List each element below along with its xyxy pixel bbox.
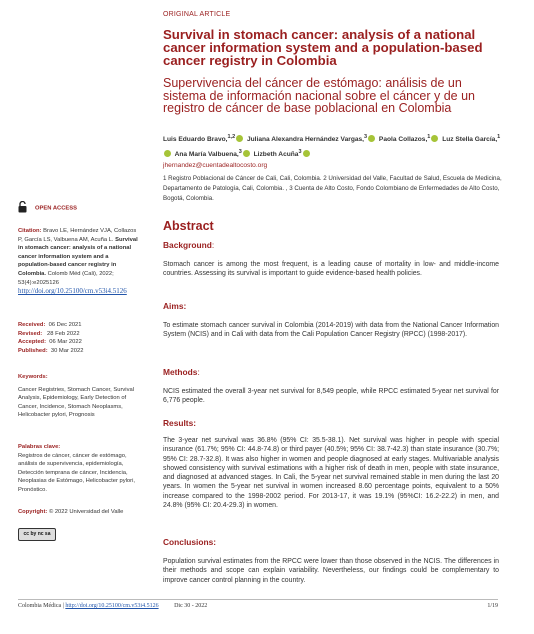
- background-text: Stomach cancer is among the most frequent, is a leading cause of mortality in low- and middle-income countries. Assessing its survival is important to guide evidence-based health policies.: [163, 261, 499, 278]
- footer-date: Dic 30 - 2022: [174, 603, 208, 609]
- citation-block: Citation: Bravo LE, Hernández VJA, Collazos P, García LS, Valbuena AM, Acuña L. Survival in stomach cancer: analysis of a national cancer information system and a population-based cancer registry in Colombia. Colomb Méd (Cali), 2022; 53(4):e2025126 http://doi.org/10.25100/cm.v53i4.5126: [18, 228, 138, 296]
- author-affiliation-sup: 3: [238, 149, 242, 156]
- orcid-icon[interactable]: [303, 150, 310, 157]
- author-affiliation-sup: 3: [364, 134, 368, 140]
- author-affiliation-sup: 1,2: [227, 134, 236, 140]
- copyright-block: Copyright: © 2022 Universidad del Valle: [18, 509, 124, 515]
- author-affiliation-sup: 3: [298, 149, 302, 156]
- orcid-icon[interactable]: [431, 135, 438, 142]
- author-affiliation-sup: 1: [427, 134, 431, 140]
- conclusions-text: Population survival estimates from the RPCC were lower than those observed in the NCIS. The differences in their methods and scope can explain variability. Nevertheless, our findings could be complementary to improve cancer control planning in the country.: [163, 558, 499, 584]
- author-name[interactable]: Paola Collazos,: [378, 136, 428, 144]
- article-title-spanish: Supervivencia del cáncer de estómago: análisis de un sistema de información nacional sobre el cáncer y de un registro de cáncer de base poblacional en Colombia: [163, 76, 475, 115]
- dates-block: Received: 06 Dec 2021 Revised: 28 Feb 2022 Accepted: 06 Mar 2022 Published: 30 Mar 2022: [18, 322, 84, 354]
- results-text: The 3-year net survival was 36.8% (95% CI: 35.5-38.1). Net survival was higher in people with special insurance (61.7%; 95% CI: 44.8-74.8) or third payer (40.5%; 95% CI: 38.7-42.3) than state insurance (30.7%; 95% CI: 28.7-32.8). It was also higher in women and people diagnosed at early stages. Multivariable analysis showed consistency with survival estimations with a higher risk of death in men, people with state insurance, and diagnosed at advanced stages. In Cali, the 5-year net survival remained stable in men during the last 20 years. In women the 5-year net survival in women increased 8.60 percentage points, equivalent to a 50% increase compared to the 1998-2002 period. For 2013-17, it was 19.1% (95%CI: 16.2-22.2) in men, and 24.8% (95% CI: 20.4-29.3) in women.: [163, 437, 499, 510]
- open-access-badge: OPEN ACCESS: [18, 201, 77, 215]
- citation-doi-link[interactable]: http://doi.org/10.25100/cm.v53i4.5126: [18, 287, 127, 296]
- open-lock-icon: [18, 201, 27, 215]
- affiliations: 1 Registro Poblacional de Cáncer de Cali, Cali, Colombia. 2 Universidad del Valle, Facultad de Salud, Escuela de Medicina, Departamento de Patología, Cali, Colombia. , 3 Cuenta de Alto Costo, Fondo Colombiano de Enfermedades de Alto Costo, Bogotá, Colombia.: [163, 175, 502, 202]
- corresponding-email-link[interactable]: jhernandez@cuentadealtocosto.org: [163, 162, 268, 170]
- orcid-icon[interactable]: [368, 135, 375, 142]
- article-type-label: ORIGINAL ARTICLE: [163, 11, 231, 18]
- methods-text: NCIS estimated the overall 3-year net survival for 8,549 people, while RPCC estimated 5-year net survival for 6,776 people.: [163, 388, 499, 405]
- keywords-block: Keywords: Cancer Registries, Stomach Cancer, Survival Analysis, Epidemiology, Early Detection of Cancer, Incidence, Stomach Neoplasms, Helicobacter pylori, Prognosis: [18, 374, 134, 419]
- author-name[interactable]: Luz Stella García,: [442, 136, 498, 144]
- abstract-heading: Abstract: [163, 219, 214, 233]
- author-name[interactable]: Luis Eduardo Bravo,: [163, 136, 228, 144]
- author-name[interactable]: Ana María Valbuena,: [174, 151, 239, 159]
- footer-doi-link[interactable]: http://doi.org/10.25100/cm.v53i4.5126: [65, 603, 159, 609]
- page-number: 1/19: [487, 603, 498, 609]
- footer-journal: Colombia Médica |: [18, 603, 64, 609]
- orcid-icon[interactable]: [164, 150, 171, 157]
- results-heading: Results:: [163, 418, 197, 428]
- conclusions-heading: Conclusions:: [163, 537, 217, 547]
- orcid-icon[interactable]: [236, 135, 243, 142]
- author-affiliation-sup: 1: [497, 134, 501, 140]
- footer-divider: [18, 599, 498, 600]
- author-name[interactable]: Juliana Alexandra Hernández Vargas,: [246, 136, 365, 144]
- palabras-clave-block: Palabras clave: Registros de cáncer, cáncer de estómago, análisis de supervivencia, epidemiología, Detección temprana de cáncer, Incidencia, Neoplasias de Estómago, Helicobacter pylori, Pronóstico.: [18, 444, 135, 493]
- background-heading: Background:: [163, 240, 215, 250]
- aims-text: To estimate stomach cancer survival in Colombia (2014-2019) with data from the National Cancer Information System (NCIS) and in Cali with data from the Cali Population Cancer Registry (RPCC) (1998-2017).: [163, 322, 499, 339]
- methods-heading: Methods:: [163, 367, 200, 377]
- page-footer: [18, 603, 498, 609]
- orcid-icon[interactable]: [243, 150, 250, 157]
- article-title-english: Survival in stomach cancer: analysis of a national cancer information system and a population-based cancer registry in Colombia: [163, 27, 483, 68]
- cc-license-badge[interactable]: cc by nc sa: [18, 528, 56, 541]
- aims-heading: Aims:: [163, 301, 187, 311]
- author-list: [163, 131, 503, 170]
- author-name[interactable]: Lizbeth Acuña: [253, 151, 299, 159]
